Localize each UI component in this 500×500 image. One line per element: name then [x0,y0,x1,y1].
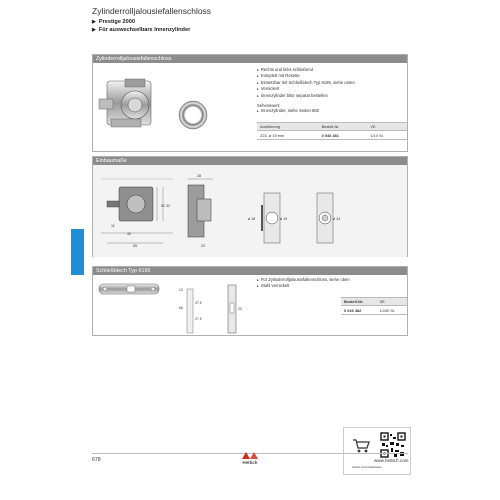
note-item: ▸ Innenzylinder, siehe Seiten 682 [257,108,355,114]
feature-item: ▸ Einsetzbar mit Schließblech Typ 6195, siehe unten [257,80,355,86]
hettich-logo [233,451,267,465]
subtitle-2 [92,27,190,33]
page-title: Zylinderrolljalousiefallenschloss [92,6,212,16]
strike-plate-drawing [93,275,253,336]
feature-item: ▸ Vernickelt [257,86,355,92]
dim-label: 20 [238,307,242,311]
footer-url[interactable]: www.hettich.com [374,458,409,463]
lock-product-image [97,69,219,145]
col-header: VE [377,298,407,306]
subtitle-2-text: Für auswechselbare Innenzylinder [98,27,191,33]
dim-label: 37,5 [195,301,202,305]
feature-item: ▸ Rechts und links schließend [257,67,355,73]
col-header: Bestell-Nr. [341,298,377,306]
dim-label: 11 [111,224,115,228]
col-header: VE [367,123,407,131]
dim-label: ø 24 [333,217,341,221]
subtitle-1 [92,19,135,25]
table-cell: 1/100 St. [377,306,407,315]
dim-label: ø 19 [280,217,288,221]
dim-label: 51 [161,204,165,208]
table-cell: 1/10 St. [367,131,407,140]
dim-label: 66 [179,306,183,310]
table-header-row [341,298,407,306]
col-header: Ausführung [257,123,319,131]
dim-label: 13 [179,288,183,292]
page-number: 678 [92,457,101,463]
strike-plate-features [257,277,350,290]
note-title: Sehenswert: [257,103,281,109]
dim-label: 65 [133,244,137,248]
strike-plate-section [92,266,408,336]
table-row [257,131,407,140]
table-cell: 0 046 482 [341,306,377,315]
product-order-table [257,122,407,140]
logo-text: Hettich [242,460,258,465]
strike-plate-section-heading: Schließblech Typ 6195 [93,267,407,275]
strike-plate-order-table [341,297,407,315]
feature-item: ▸ Stahl vernickelt [257,283,350,289]
dim-label: 32 [166,204,170,208]
feature-item: ▸ Komplett mit Rosette [257,73,355,79]
dim-label: 23 [201,244,205,248]
dim-label: ø 18 [248,217,256,221]
subtitle-1-text: Prestige 2000 [98,19,135,25]
product-section-heading: Zylinderrolljalousiefallenschloss [93,55,407,63]
dimensions-section [92,156,408,257]
installation-drawing [93,165,409,257]
cart-icon[interactable] [352,438,370,454]
feature-item: ▸ Für Zylinderrolljalousiefallenschloss, siehe oben [257,277,350,283]
table-cell: 0 046 481 [319,131,368,140]
table-header-row [257,123,407,131]
product-features [257,67,355,115]
feature-item: ▸ Innenzylinder bitte separat bestellen [257,93,355,99]
product-section [92,54,408,152]
table-row [341,306,407,315]
col-header: Bestell-Nr. [319,123,368,131]
dim-label: 40 [127,232,131,236]
play-triangle-icon: ▶ [92,27,96,33]
play-triangle-icon: ▶ [92,19,96,25]
logo-mark [233,451,267,460]
chapter-tab [71,229,84,275]
qr-label: Hettich.com/produktseite/... [352,466,384,469]
dim-label: 27,5 [195,317,202,321]
qr-code-icon[interactable] [380,432,406,458]
table-cell: Z23, ø 19 mm [257,131,319,140]
dimensions-section-heading: Einbaumaße [93,157,407,165]
dim-label: 28 [197,174,201,178]
